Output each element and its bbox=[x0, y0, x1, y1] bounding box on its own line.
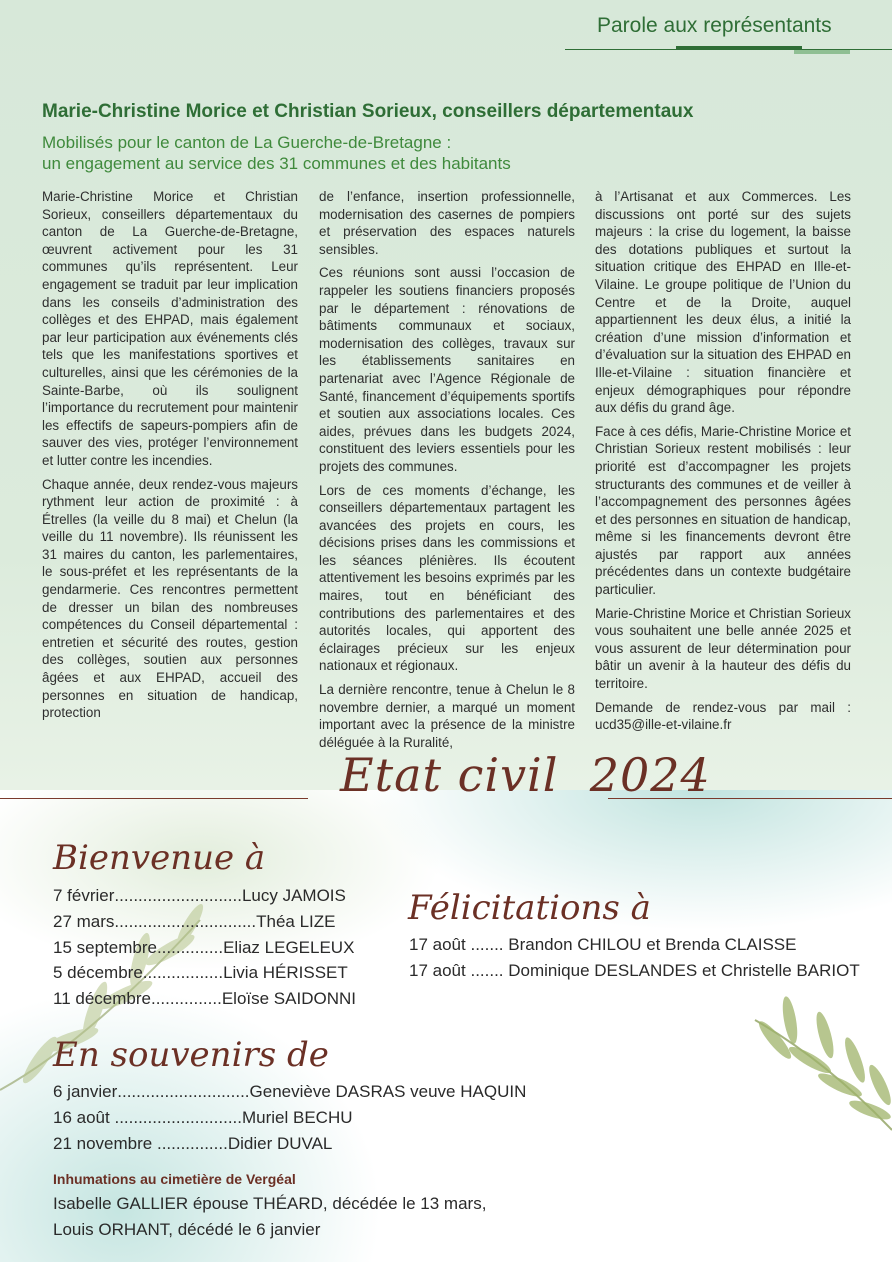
paragraph: Marie-Christine Morice et Christian Sorieux vous souhaitent une belle année 2025 et vous assurent de leur détermination pour bâtir un avenir à la hauteur des défis du territoire. bbox=[595, 605, 851, 692]
olive-branch-right-icon bbox=[745, 990, 892, 1140]
section-rule-accent bbox=[676, 46, 802, 50]
paragraph: Ces réunions sont aussi l’occasion de rappeler les soutiens financiers proposés par le département : rénovations de bâtiments communaux et sociaux, modernisation des collèges, travaux sur les établissements sanitaires en partenariat avec l’Agence Régionale de Santé, financement d’équipements sportifs et soutien aux associations locales. Ces aides, prévues dans les budgets 2024, constituent des leviers essentiels pour les projets des communes. bbox=[319, 265, 575, 474]
entry-dots: ............... bbox=[150, 989, 222, 1008]
entry-name: Didier DUVAL bbox=[227, 1134, 333, 1153]
entry-date: 7 février bbox=[53, 886, 115, 905]
etat-civil-rule-left bbox=[0, 798, 308, 799]
paragraph: Chaque année, deux rendez-vous majeurs rythment leur action de proximité : à Étrelles (la veille du 8 mai) et Chelun (la veille du 11 novembre). Ils réunissent les 31 maires du canton, les parlementaires, le sous-préfet et les représentants de la gendarmerie. Ces rencontres permettent de dresser un bilan des nombreuses compétences du Conseil départemental : entretien et sécurité des routes, gestion des collèges, soutien aux personnes âgées et aux EHPAD, accueil des personnes en situation de handicap, protection bbox=[42, 476, 298, 721]
paragraph: Marie-Christine Morice et Christian Sorieux, conseillers départementaux du canton de La Guerche-de-Bretagne, œuvrent activement pour les 31 communes qu’ils représentent. Leur engagement se traduit par leur implication dans les conseils d’administration des collèges et des EHPAD, mais également par leur participation aux événements clés tels que les manifestations sportives et culturelles, ainsi que les cérémonies de la Sainte-Barbe, où ils soulignent l’importance du recrutement pour maintenir les effectifs de sapeurs-pompiers afin de sauver des vies, protéger l’environnement et lutter contre les incendies. bbox=[42, 189, 298, 468]
entry-dots: ........................... bbox=[114, 886, 242, 905]
paragraph: Lors de ces moments d’échange, les conseillers départementaux partagent les avancées des projets en cours, les décisions prises dans les commissions et les séances plénières. Ils écoutent attentivement les besoins exprimés par les maires, tout en bénéficiant des contributions des parlementaires et des autorités locales, qui apportent des éclairages précieux sur les enjeux nationaux et régionaux. bbox=[319, 482, 575, 674]
entry-name: Brandon CHILOU et Brenda CLAISSE bbox=[508, 935, 797, 954]
article-subtitle bbox=[42, 132, 511, 174]
entry-dots: ........................... bbox=[114, 1108, 242, 1127]
entry-date: 5 décembre bbox=[53, 963, 143, 982]
entry-dots: ....... bbox=[470, 961, 504, 980]
entry-dots: ............... bbox=[156, 1134, 228, 1153]
entry-date: 15 septembre bbox=[53, 938, 157, 957]
entry-dots: ................. bbox=[142, 963, 224, 982]
entry-name: Livia HÉRISSET bbox=[223, 963, 348, 982]
list-item bbox=[53, 937, 354, 959]
entry-dots: .............. bbox=[156, 938, 224, 957]
bienvenue-title: Bienvenue à bbox=[53, 838, 266, 878]
etat-civil-label: Etat civil bbox=[340, 748, 559, 802]
article-column-2 bbox=[319, 188, 575, 757]
paragraph: de l’enfance, insertion professionnelle, modernisation des casernes de pompiers et préservation des espaces naturels sensibles. bbox=[319, 189, 575, 257]
entry-date: 16 août bbox=[53, 1108, 110, 1127]
article-subtitle-line: un engagement au service des 31 communes et des habitants bbox=[42, 154, 511, 173]
list-item bbox=[409, 934, 796, 956]
list-item bbox=[409, 960, 860, 982]
souvenirs-title: En souvenirs de bbox=[53, 1035, 329, 1075]
entry-date: 6 janvier bbox=[53, 1082, 118, 1101]
inhumations-title: Inhumations au cimetière de Vergéal bbox=[53, 1171, 296, 1187]
inhumation-line: Isabelle GALLIER épouse THÉARD, décédée le 13 mars, bbox=[53, 1194, 487, 1213]
paragraph: La dernière rencontre, tenue à Chelun le 8 novembre dernier, a marqué un moment important avec la présence de la ministre déléguée à la Ruralité, bbox=[319, 682, 575, 750]
etat-civil-title bbox=[340, 748, 711, 802]
etat-civil-year: 2024 bbox=[589, 748, 711, 802]
entry-date: 17 août bbox=[409, 961, 466, 980]
entry-name: Dominique DESLANDES et Christelle BARIOT bbox=[508, 961, 860, 980]
entry-date: 27 mars bbox=[53, 912, 115, 931]
paragraph: Face à ces défis, Marie-Christine Morice et Christian Sorieux restent mobilisés : leur priorité est d’accompagner les projets structurants des communes et de veiller à l’accompagnement des personnes âgées et des personnes en situation de handicap, même si les financements devront être ajustés par rapport aux années précédentes dans un contexte budgétaire particulier. bbox=[595, 423, 851, 598]
article-column-1 bbox=[42, 188, 298, 728]
entry-name: Lucy JAMOIS bbox=[241, 886, 346, 905]
paragraph: à l’Artisanat et aux Commerces. Les discussions ont porté sur des sujets majeurs : la crise du logement, la baisse des dotations publiques et surtout la situation critique des EHPAD en Ille-et-Vilaine. Le groupe politique de l’Union du Centre et de la Droite, auquel appartiennent les deux élus, a initié la création d’une mission d’information et d’évaluation sur la situation des EHPAD en Ille-et-Vilaine : situation financière et enjeux démographiques pour répondre aux défis du grand âge. bbox=[595, 189, 851, 416]
list-item bbox=[53, 1133, 332, 1155]
section-title: Parole aux représentants bbox=[597, 14, 832, 37]
entry-date: 11 décembre bbox=[53, 989, 151, 1008]
list-item bbox=[53, 1107, 353, 1129]
section-rule-accent-light bbox=[794, 50, 850, 54]
felicitations-title: Félicitations à bbox=[408, 888, 651, 928]
entry-date: 17 août bbox=[409, 935, 466, 954]
list-item bbox=[53, 1081, 526, 1103]
entry-dots: ............................ bbox=[117, 1082, 250, 1101]
entry-name: Eliaz LEGELEUX bbox=[223, 938, 355, 957]
entry-name: Eloïse SAIDONNI bbox=[221, 989, 356, 1008]
entry-name: Geneviève DASRAS veuve HAQUIN bbox=[249, 1082, 527, 1101]
entry-dots: ....... bbox=[470, 935, 504, 954]
contact-paragraph: Demande de rendez-vous par mail : ucd35@ille-et-vilaine.fr bbox=[595, 699, 851, 733]
article-column-3 bbox=[595, 188, 851, 740]
entry-name: Muriel BECHU bbox=[242, 1108, 353, 1127]
list-item bbox=[53, 911, 336, 933]
entry-date: 21 novembre bbox=[53, 1134, 153, 1153]
inhumation-line: Louis ORHANT, décédé le 6 janvier bbox=[53, 1220, 321, 1239]
list-item bbox=[53, 988, 356, 1010]
entry-name: Théa LIZE bbox=[256, 912, 336, 931]
article-subtitle-line: Mobilisés pour le canton de La Guerche-de-Bretagne : bbox=[42, 133, 452, 152]
entry-dots: .............................. bbox=[114, 912, 257, 931]
list-item bbox=[53, 962, 348, 984]
article-title: Marie-Christine Morice et Christian Sorieux, conseillers départementaux bbox=[42, 101, 694, 122]
list-item bbox=[53, 885, 346, 907]
